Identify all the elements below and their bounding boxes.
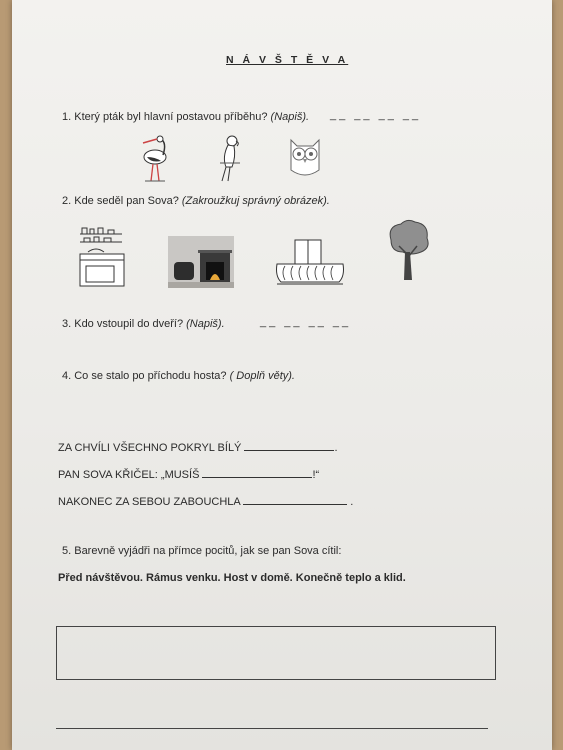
question-1-blanks[interactable]: __ __ __ __ — [330, 109, 422, 121]
question-4 — [62, 370, 295, 382]
question-3-text: 3. Kdo vstoupil do dveří? — [62, 318, 184, 330]
sentence-1-end: . — [334, 442, 338, 454]
sentence-2 — [58, 467, 319, 481]
sentence-3-text: NAKONEC ZA SEBOU ZABOUCHLA — [58, 496, 241, 508]
sentence-3-end: . — [350, 496, 354, 508]
fireplace-room-icon[interactable] — [168, 236, 234, 288]
sentence-2-answer-line[interactable] — [202, 467, 312, 478]
question-2 — [62, 195, 330, 207]
sentence-1-answer-line[interactable] — [244, 440, 334, 451]
sentence-2-end: !“ — [312, 469, 320, 481]
sentence-1 — [58, 440, 338, 454]
question-1 — [62, 111, 309, 123]
worksheet-title: N Á V Š T Ě V A — [226, 54, 349, 66]
question-3-hint: (Napiš). — [186, 318, 225, 330]
question-4-text: 4. Co se stalo po příchodu hosta? — [62, 370, 227, 382]
kitchen-stove-icon[interactable] — [78, 226, 128, 288]
parrot-icon[interactable] — [212, 133, 244, 183]
question-3 — [62, 318, 225, 330]
feelings-scale-box[interactable] — [56, 626, 496, 680]
tree-icon[interactable] — [385, 218, 431, 284]
question-2-text: 2. Kde seděl pan Sova? — [62, 195, 179, 207]
balcony-icon[interactable] — [273, 238, 347, 288]
bottom-line — [56, 728, 488, 729]
question-2-hint: (Zakroužkuj správný obrázek). — [181, 195, 330, 207]
feelings-stages: Před návštěvou. Rámus venku. Host v domě. Konečně teplo a klid. — [58, 572, 406, 584]
sentence-1-text: ZA CHVÍLI VŠECHNO POKRYL BÍLÝ — [58, 442, 242, 454]
sentence-3-answer-line[interactable] — [243, 494, 347, 505]
sentence-3 — [58, 494, 353, 508]
question-1-text: 1. Který pták byl hlavní postavou příběhu? — [62, 111, 268, 123]
stork-icon[interactable] — [135, 135, 171, 183]
question-1-hint: (Napiš). — [270, 111, 310, 123]
owl-icon[interactable] — [285, 134, 325, 180]
question-4-hint: ( Doplň věty). — [229, 370, 295, 382]
question-3-blanks[interactable]: __ __ __ __ — [260, 316, 352, 328]
question-5: 5. Barevně vyjádři na přímce pocitů, jak se pan Sova cítil: — [62, 545, 342, 557]
sentence-2-text: PAN SOVA KŘIČEL: „MUSÍŠ — [58, 469, 200, 481]
